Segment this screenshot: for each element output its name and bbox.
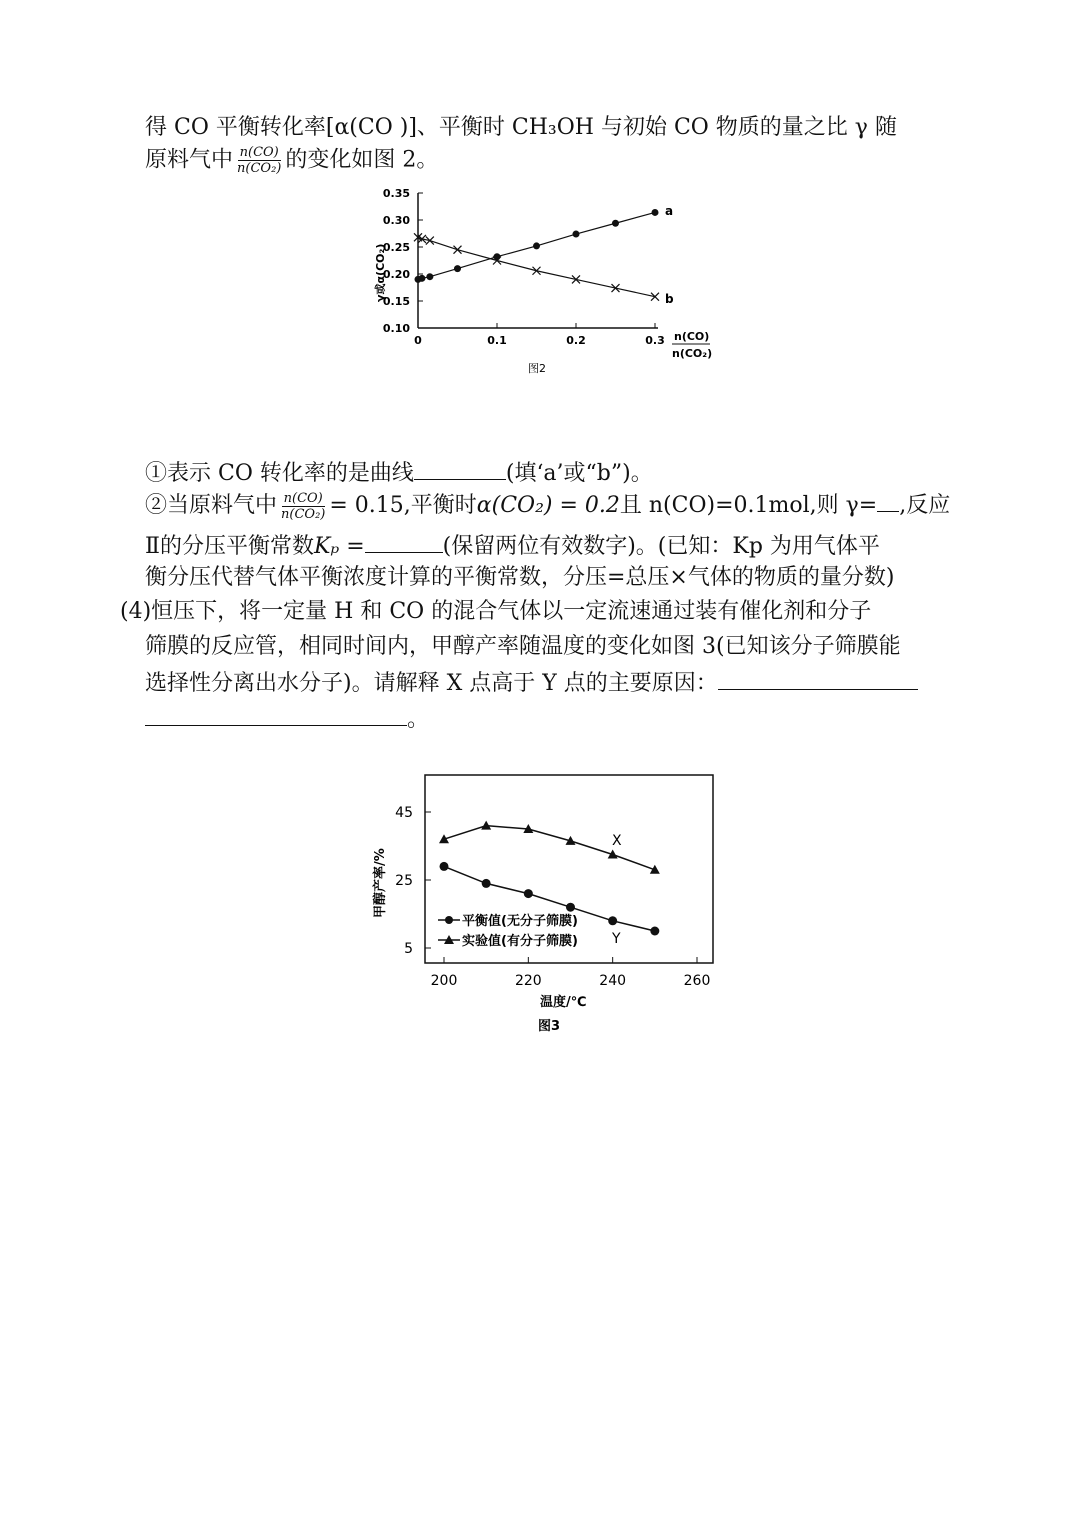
fig3-point-equilibrium (608, 916, 617, 925)
fig3-label-y: Y (612, 931, 621, 947)
fig2-cross-stroke (414, 233, 422, 241)
fig3-point-equilibrium (482, 879, 491, 888)
fig3-legend (438, 913, 578, 949)
fig2-x-tick-label: 0 (414, 334, 422, 347)
fig2-point-b (454, 246, 462, 254)
q3-pre: Ⅱ的分压平衡常数 (145, 534, 314, 559)
fig2-cross-stroke (418, 235, 426, 243)
q2-fraction (279, 491, 327, 522)
fig3-point-experiment (650, 865, 660, 874)
fig2-cross-stroke (418, 235, 426, 243)
fig3-y-label: 甲醇产率/% (373, 848, 388, 918)
legend2-marker (444, 935, 454, 944)
fig2-cross-stroke (426, 237, 434, 245)
q2-alpha: α(CO₂) = 0.2 (476, 493, 620, 518)
fig2-point-a (573, 231, 580, 238)
fig2-y-tick-label: 0.35 (382, 187, 410, 200)
legend1-text: 平衡值(无分子筛膜) (462, 914, 578, 929)
fig3-point-equilibrium (524, 889, 533, 898)
fig2-point-a (533, 242, 540, 249)
fig2-point-a (426, 273, 433, 280)
intro-line-2 (145, 145, 438, 176)
fig2-caption: 图2 (528, 362, 546, 375)
fig2-series-a-line (418, 212, 655, 279)
fig2-point-b (651, 293, 659, 301)
fig2-point-a (418, 275, 425, 282)
q2-gamma-blank[interactable] (877, 489, 899, 512)
fig2-cross-stroke (533, 267, 541, 275)
fig2-cross-stroke (651, 293, 659, 301)
fig2-point-a (415, 276, 422, 283)
fig2-cross-stroke (493, 257, 501, 265)
question-6 (145, 632, 901, 662)
fig3-x-tick-label: 220 (514, 973, 542, 989)
fraction-numerator: n(CO) (239, 145, 279, 160)
fig2-point-a (454, 265, 461, 272)
fig2-x-label-num: n(CO) (674, 330, 710, 343)
intro-text-2-pre: 原料气中 (145, 147, 234, 173)
q1-answer-blank[interactable] (414, 457, 506, 480)
fig2-y-tick-label: 0.25 (382, 241, 410, 254)
fig2-point-a (494, 253, 501, 260)
fig2-point-b (418, 235, 426, 243)
fig3-series-0-line (444, 866, 655, 931)
question-1 (145, 457, 653, 489)
q5-text: (4)恒压下，将一定量 H 和 CO 的混合气体以一定流速通过装有催化剂和分子 (120, 599, 872, 624)
q2-mid: 且 n(CO)=0.1mol,则 γ= (619, 493, 878, 518)
fig2-cross-stroke (572, 275, 580, 283)
fig2-axes (418, 193, 658, 328)
q2-eq1: = 0.15,平衡时 (329, 493, 477, 518)
q8-end: 。 (407, 707, 430, 732)
fig2-point-b (572, 275, 580, 283)
fig2-x-tick-label: 0.1 (487, 334, 507, 347)
fig3-frame (425, 775, 713, 963)
fig2-cross-stroke (612, 284, 620, 292)
fig2-cross-stroke (414, 233, 422, 241)
fig2-cross-stroke (651, 293, 659, 301)
q2-pre: ②当原料气中 (145, 493, 278, 518)
q1-post: (填‘a’或“b”)。 (505, 461, 653, 486)
fig2-point-b (414, 233, 422, 241)
fig3-label-x: X (612, 833, 622, 849)
fig3-point-experiment (608, 850, 618, 859)
fig2-x-tick-label: 0.3 (645, 334, 665, 347)
fig2-label-a: a (665, 204, 674, 218)
fig3-x-tick-label: 200 (430, 973, 458, 989)
fig3-point-experiment (523, 824, 533, 833)
fig3-point-equilibrium (650, 927, 659, 936)
question-3 (145, 530, 880, 562)
fig2-cross-stroke (454, 246, 462, 254)
question-2 (145, 489, 950, 522)
fig2-series-b-line (418, 237, 655, 296)
q2-end: ,反应 (899, 493, 951, 518)
fig2-cross-stroke (612, 284, 620, 292)
q2-fraction-numerator: n(CO) (283, 490, 323, 506)
fig3-point-experiment (566, 836, 576, 845)
fig2-cross-stroke (572, 275, 580, 283)
q3-kp-blank[interactable] (365, 530, 443, 553)
intro-line-1 (145, 113, 897, 143)
fig2-x-tick-label: 0.2 (566, 334, 586, 347)
question-4 (145, 563, 894, 593)
fig2-y-tick-label: 0.15 (382, 295, 410, 308)
question-5 (120, 597, 871, 627)
fig3-point-experiment (481, 821, 491, 830)
fig2-y-tick-label: 0.10 (382, 322, 410, 335)
q2-fraction-denominator: n(CO₂) (281, 506, 326, 522)
fig2-point-a (652, 209, 659, 216)
fraction-denominator: n(CO₂) (237, 161, 282, 176)
fig2-x-label-den: n(CO₂) (672, 347, 713, 360)
fig3-y-tick-label: 45 (395, 805, 413, 821)
fig2-y-tick-label: 0.30 (382, 214, 410, 227)
fig2-point-b (493, 257, 501, 265)
fig2-point-b (426, 237, 434, 245)
intro-text-1: 得 CO 平衡转化率[α(CO )]、平衡时 CH₃OH 与初始 CO 物质的量之比 γ 随 (145, 115, 897, 140)
q6-text: 筛膜的反应管，相同时间内，甲醇产率随温度的变化如图 3(已知该分子筛膜能 (145, 634, 901, 659)
fig3-x-tick-label: 260 (683, 973, 711, 989)
intro-text-2-post: 的变化如图 2。 (285, 147, 439, 173)
q4-text: 衡分压代替气体平衡浓度计算的平衡常数，分压=总压×气体的物质的量分数) (145, 565, 895, 590)
fig2-y-label: γ或α(CO₂) (374, 243, 387, 302)
question-8 (145, 703, 429, 735)
q7-answer-blank-1[interactable] (718, 667, 918, 690)
question-7 (145, 667, 918, 699)
fig2-label-b: b (665, 292, 674, 306)
legend1-marker (445, 916, 453, 924)
fig2-cross-stroke (426, 237, 434, 245)
fig3-y-tick-label: 5 (404, 941, 413, 957)
fig2-point-b (612, 284, 620, 292)
q7-text: 选择性分离出水分子)。请解释 X 点高于 Y 点的主要原因： (145, 671, 718, 696)
intro-fraction (235, 145, 283, 176)
fig3-x-label: 温度/℃ (540, 995, 587, 1010)
fig2-cross-stroke (533, 267, 541, 275)
fig2-cross-stroke (454, 246, 462, 254)
q3-kp: Kₚ = (313, 534, 365, 559)
q7-answer-blank-2[interactable] (145, 703, 407, 726)
fig3-series-1-line (444, 826, 655, 870)
legend2-text: 实验值(有分子筛膜) (462, 934, 578, 949)
fig3-caption: 图3 (538, 1019, 561, 1034)
q3-post: (保留两位有效数字)。(已知：Kp 为用气体平 (442, 534, 880, 559)
fig3-point-equilibrium (440, 862, 449, 871)
fig3-point-experiment (439, 834, 449, 843)
fig2-y-tick-label: 0.20 (382, 268, 410, 281)
fig2-point-a (612, 220, 619, 227)
fig3-y-tick-label: 25 (395, 873, 413, 889)
fig2-point-b (533, 267, 541, 275)
fig3-point-equilibrium (566, 903, 575, 912)
q1-pre: ①表示 CO 转化率的是曲线 (145, 461, 414, 486)
fig3-x-tick-label: 240 (599, 973, 627, 989)
fig2-cross-stroke (493, 257, 501, 265)
